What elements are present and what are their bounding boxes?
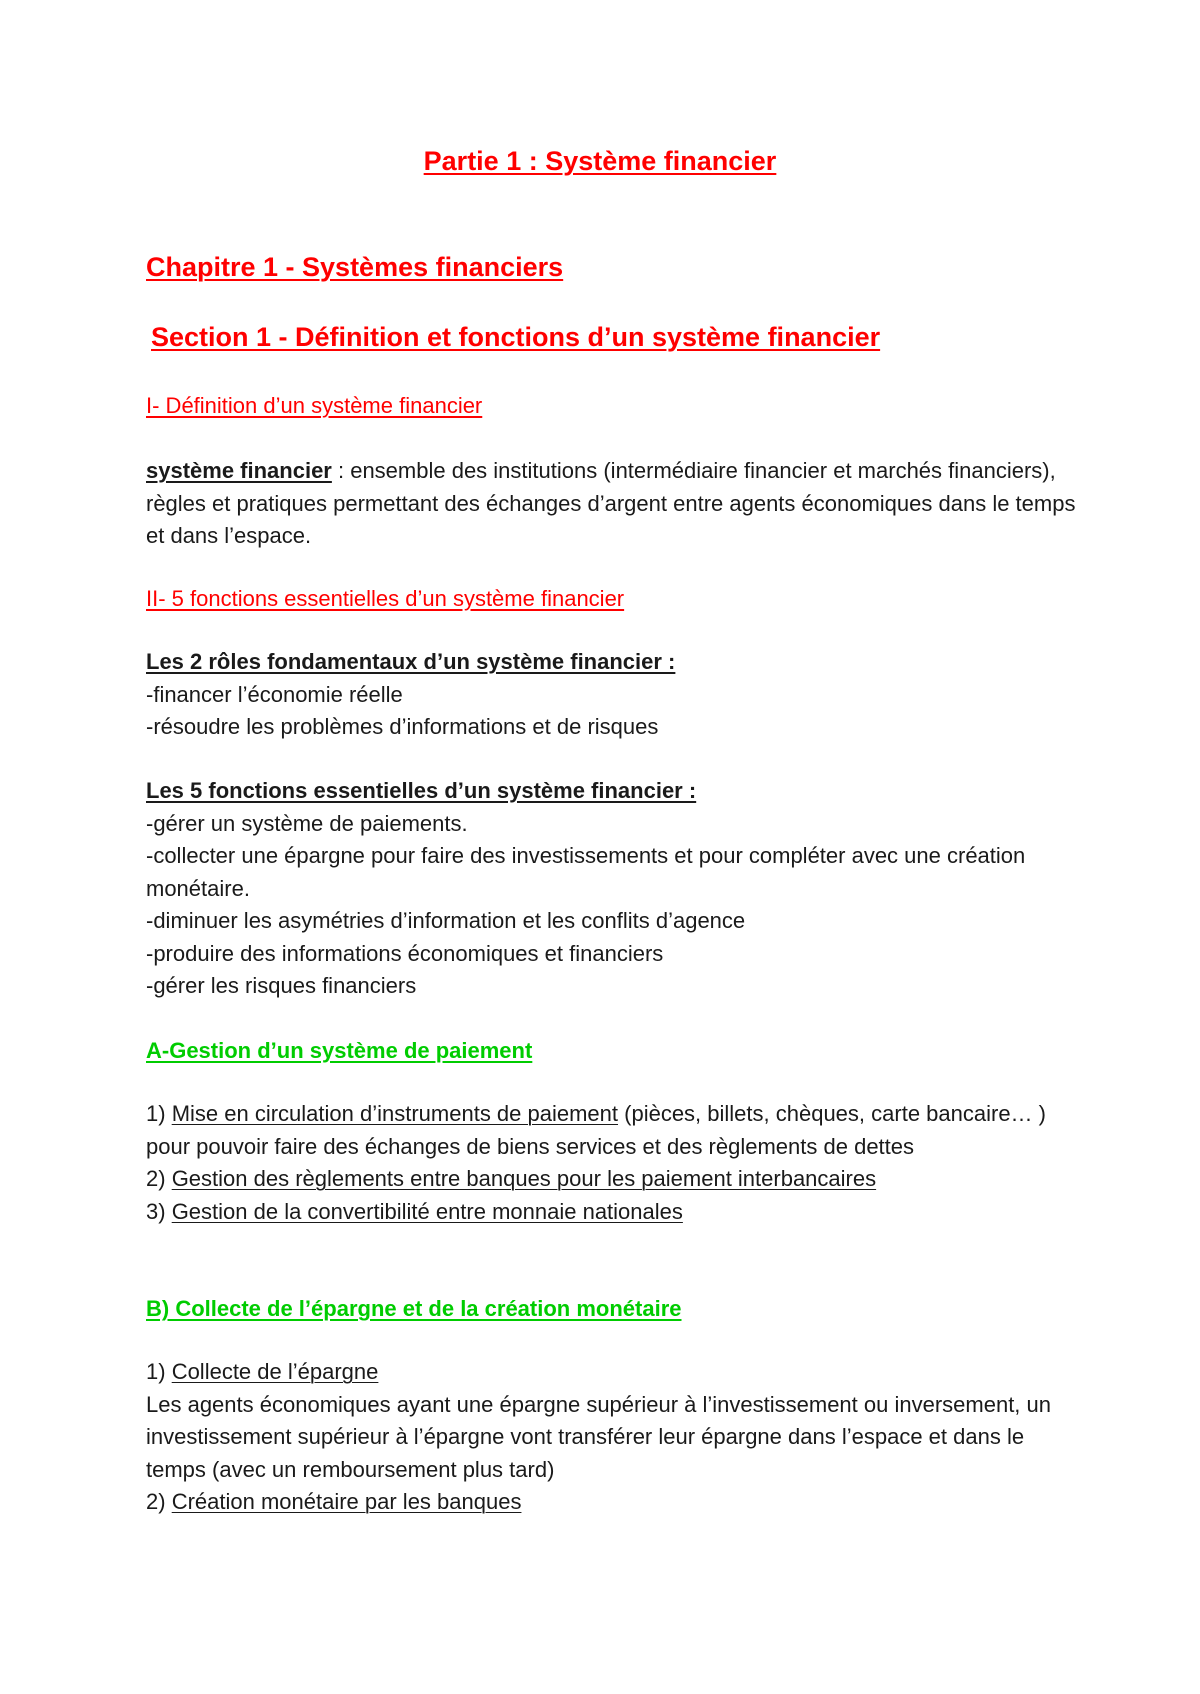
list-item: -collecter une épargne pour faire des investissements et pour compléter avec une création monétaire.	[146, 843, 1026, 901]
sectionA-heading-text: A-Gestion d’un système de paiement	[146, 1038, 533, 1063]
page-title	[0, 146, 1200, 177]
list-item: -financer l’économie réelle	[146, 681, 403, 707]
sectionB-heading-text: B) Collecte de l’épargne et de la création monétaire	[146, 1296, 682, 1321]
item-text: (pièces, billets, chèques, carte bancaire… ) pour pouvoir faire des échanges de biens services et des règlements de dettes	[146, 1101, 1046, 1159]
item-title: Gestion de la convertibilité entre monnaie nationales	[171, 1198, 683, 1224]
item-title: Création monétaire par les banques	[171, 1489, 522, 1514]
functions-title: Les 5 fonctions essentielles d’un système financier :	[146, 778, 697, 803]
item-number: 2)	[146, 1489, 172, 1514]
item-number: 2)	[146, 1166, 172, 1191]
chapter-heading-text: Chapitre 1 - Systèmes financiers	[146, 252, 564, 282]
item-number: 1)	[146, 1359, 172, 1384]
section-heading-text: Section 1 - Définition et fonctions d’un système financier	[151, 322, 881, 352]
part1-heading-text: I- Définition d’un système financier	[146, 393, 483, 418]
definition-paragraph	[146, 455, 1086, 553]
section-heading	[151, 322, 1091, 353]
roles-block	[146, 646, 1086, 744]
sectionB-items	[146, 1356, 1086, 1519]
chapter-heading	[146, 252, 1086, 283]
sectionA-items	[146, 1098, 1086, 1228]
part2-heading-text: II- 5 fonctions essentielles d’un système financier	[146, 586, 625, 611]
item-title: Gestion des règlements entre banques pour les paiement interbancaires	[171, 1166, 877, 1191]
sectionA-heading	[146, 1038, 1086, 1064]
item-text: Les agents économiques ayant une épargne supérieur à l’investissement ou inversement, un investissement supérieur à l’épargne vont transférer leur épargne dans l’espace et dans le temps (avec un remboursement plus tard)	[146, 1391, 1051, 1482]
sectionB-item-1	[146, 1356, 1086, 1389]
list-item: -produire des informations économiques et financiers	[146, 940, 664, 966]
sectionA-item-1	[146, 1098, 1086, 1163]
list-item: -diminuer les asymétries d’information et les conflits d’agence	[146, 908, 746, 933]
part1-heading	[146, 393, 1086, 419]
definition-term: système financier	[146, 458, 332, 483]
item-title: Mise en circulation d’instruments de paiement	[171, 1101, 619, 1126]
item-number: 3)	[146, 1198, 172, 1224]
sectionB-heading	[146, 1296, 1086, 1322]
sectionB-item-2	[146, 1486, 1086, 1519]
functions-block	[146, 775, 1086, 1003]
definition-text: : ensemble des institutions (intermédiaire financier et marchés financiers), règles et pratiques permettant des échanges d’argent entre agents économiques dans le temps et dans l’espace.	[146, 458, 1076, 548]
list-item: -gérer un système de paiements.	[146, 810, 468, 836]
sectionA-item-3	[146, 1196, 1086, 1229]
list-item: -résoudre les problèmes d’informations et de risques	[146, 714, 659, 739]
part2-heading	[146, 586, 1086, 612]
page-title-text: Partie 1 : Système financier	[423, 146, 777, 176]
item-title: Collecte de l’épargne	[171, 1359, 379, 1384]
list-item: -gérer les risques financiers	[146, 973, 417, 998]
item-number: 1)	[146, 1101, 172, 1126]
roles-title: Les 2 rôles fondamentaux d’un système financier :	[146, 649, 676, 674]
sectionA-item-2	[146, 1163, 1086, 1196]
